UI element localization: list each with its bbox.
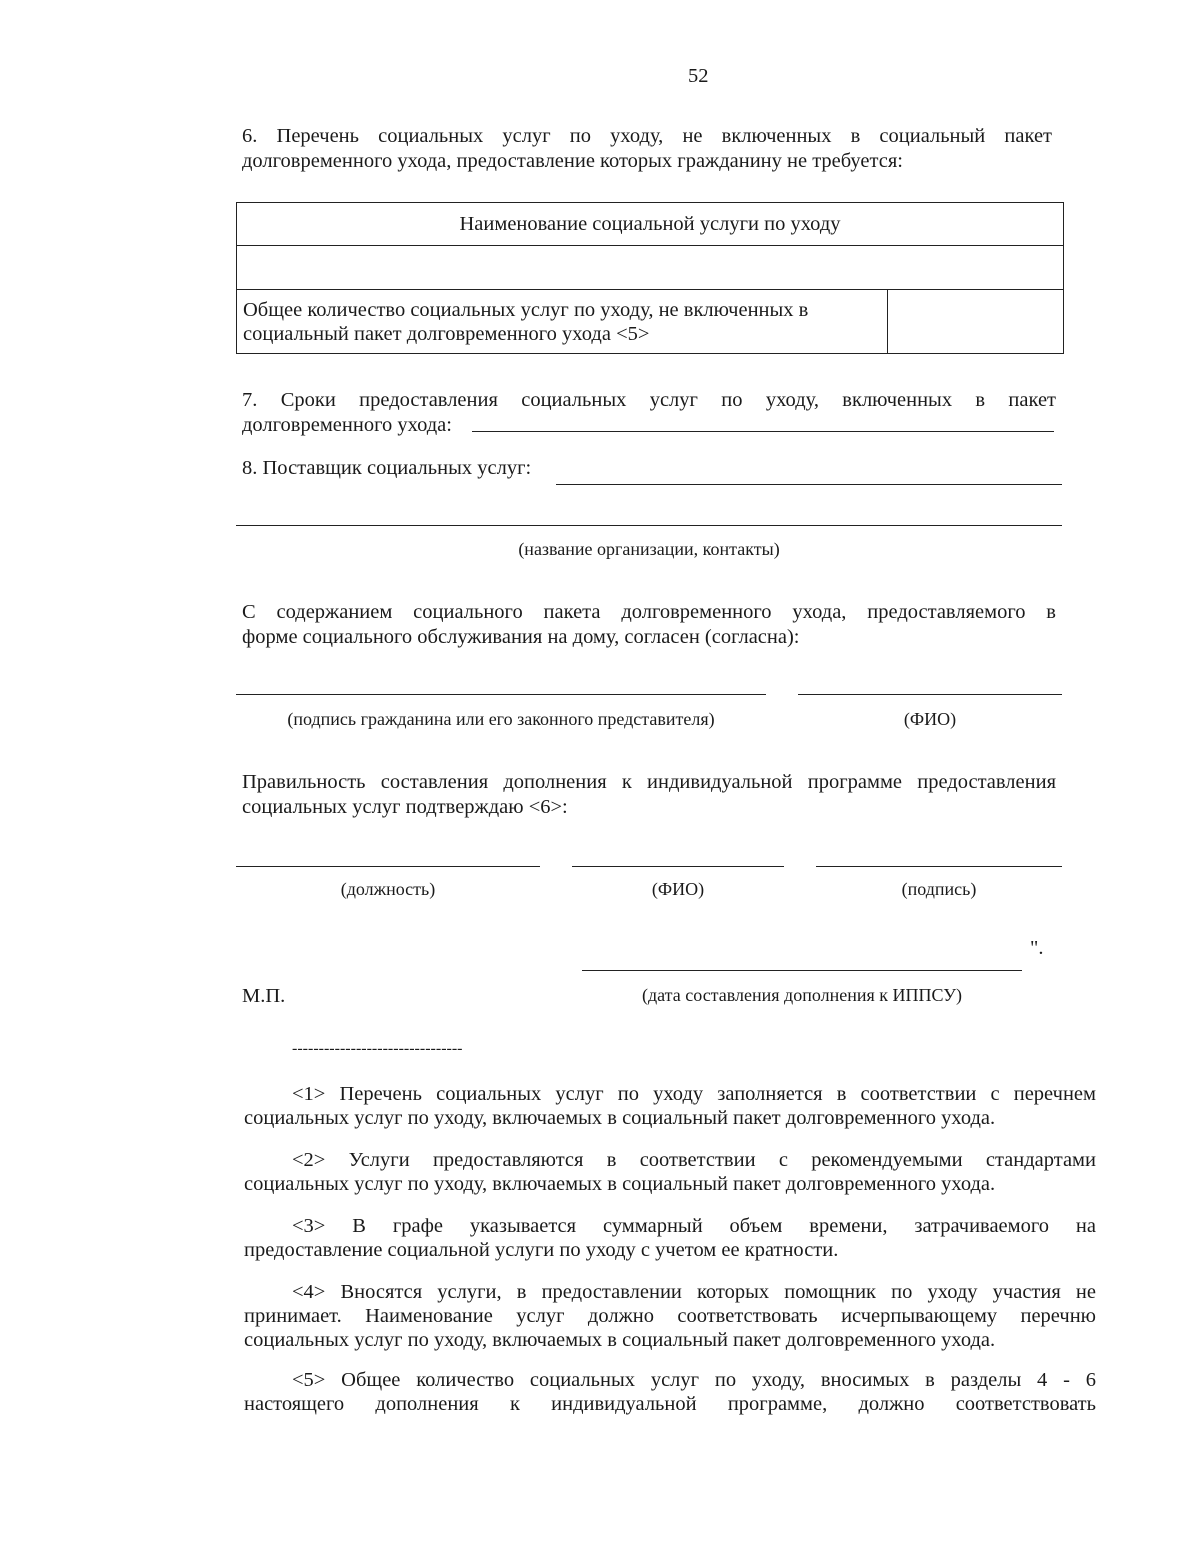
stamp-label: М.П. — [242, 985, 286, 1007]
closing-quote: ". — [1030, 937, 1044, 959]
date-caption: (дата составления дополнения к ИППСУ) — [642, 985, 962, 1005]
services-table — [236, 202, 1064, 354]
footnote-3-first: <3> В графе указывается суммарный объем времени, затрачиваемого на — [292, 1215, 1096, 1237]
table-total-label — [237, 290, 888, 354]
footnote-2-first: <2> Услуги предоставляются в соответствии с рекомендуемыми стандартами — [292, 1149, 1096, 1171]
confirm-text — [242, 770, 1056, 820]
section-7-blank-line[interactable] — [472, 431, 1054, 432]
section-8-label: 8. Поставщик социальных услуг: — [242, 457, 532, 479]
footnote-3 — [244, 1214, 1096, 1262]
footnote-4-first: <4> Вносятся услуги, в предоставлении которых помощник по уходу участия не — [292, 1281, 1096, 1303]
table-total-label-line-2: социальный пакет долговременного ухода <5> — [243, 322, 650, 345]
official-signature-caption: (подпись) — [901, 879, 977, 899]
footnote-5 — [244, 1368, 1096, 1416]
confirm-line-2: социальных услуг подтверждаю <6>: — [242, 796, 568, 818]
provider-blank-line-2[interactable] — [236, 525, 1062, 526]
footnote-3-rest: предоставление социальной услуги по уходу с учетом ее кратности. — [244, 1239, 839, 1261]
table-total-row — [237, 290, 1064, 354]
official-signature-line[interactable] — [816, 866, 1062, 867]
footnote-5-rest: настоящего дополнения к индивидуальной программе, должно соответствовать — [244, 1393, 1096, 1415]
footnote-separator: -------------------------------- — [292, 1040, 463, 1057]
consent-text — [242, 600, 1056, 650]
table-header-row — [237, 203, 1064, 246]
date-line[interactable] — [582, 970, 1022, 971]
table-empty-row — [237, 246, 1064, 290]
consent-line-1: С содержанием социального пакета долговременного ухода, предоставляемого в — [242, 601, 1056, 623]
table-total-label-line-1: Общее количество социальных услуг по уходу, не включенных в — [243, 298, 809, 321]
footnote-4-rest: принимает. Наименование услуг должно соответствовать исчерпывающему перечню социальных услуг по уходу, включаемых в социальный пакет долговременного ухода. — [244, 1305, 1096, 1351]
provider-blank-line-1[interactable] — [556, 484, 1062, 485]
footnote-2 — [244, 1148, 1096, 1196]
table-empty-cell[interactable] — [237, 246, 1064, 290]
footnote-2-rest: социальных услуг по уходу, включаемых в социальный пакет долговременного ухода. — [244, 1173, 996, 1195]
section-6-line-2: долговременного ухода, предоставление которых гражданину не требуется: — [242, 150, 903, 172]
consent-line-2: форме социального обслуживания на дому, согласен (согласна): — [242, 626, 800, 648]
section-7-line-1: 7. Сроки предоставления социальных услуг по уходу, включенных в пакет — [242, 389, 1056, 411]
citizen-signature-caption: (подпись гражданина или его законного представителя) — [287, 709, 715, 729]
position-line[interactable] — [236, 866, 540, 867]
citizen-fio-caption: (ФИО) — [903, 709, 957, 729]
footnote-1-first: <1> Перечень социальных услуг по уходу заполняется в соответствии с перечнем — [292, 1083, 1096, 1105]
section-6-heading — [242, 124, 1052, 174]
footnote-1 — [244, 1082, 1096, 1130]
page-number: 52 — [688, 65, 709, 87]
provider-caption: (название организации, контакты) — [518, 539, 780, 559]
footnote-1-rest: социальных услуг по уходу, включаемых в социальный пакет долговременного ухода. — [244, 1107, 996, 1129]
citizen-signature-line[interactable] — [236, 694, 766, 695]
table-total-value[interactable] — [888, 290, 1064, 354]
official-fio-line[interactable] — [572, 866, 784, 867]
footnote-4 — [244, 1280, 1096, 1352]
citizen-fio-line[interactable] — [798, 694, 1062, 695]
footnote-5-first: <5> Общее количество социальных услуг по уходу, вносимых в разделы 4 - 6 — [292, 1369, 1096, 1391]
position-caption: (должность) — [340, 879, 436, 899]
official-fio-caption: (ФИО) — [651, 879, 705, 899]
section-6-line-1: 6. Перечень социальных услуг по уходу, не включенных в социальный пакет — [242, 125, 1052, 147]
table-header-cell: Наименование социальной услуги по уходу — [237, 203, 1064, 246]
section-7-line-2: долговременного ухода: — [242, 414, 452, 436]
confirm-line-1: Правильность составления дополнения к индивидуальной программе предоставления — [242, 771, 1056, 793]
